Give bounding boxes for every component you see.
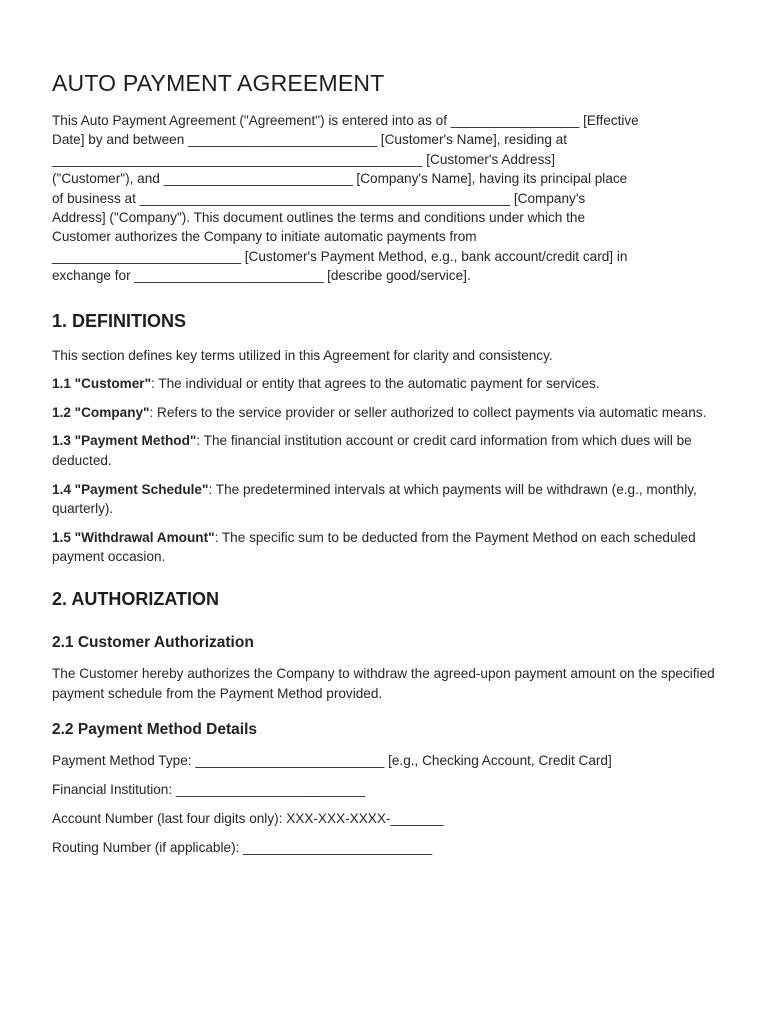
definition-item bbox=[52, 374, 720, 394]
routing-number-field: Routing Number (if applicable): _________________________ bbox=[52, 840, 433, 856]
intro-line: Address] ("Company"). This document outlines the terms and conditions under which the bbox=[52, 210, 586, 226]
definitions-list bbox=[52, 374, 720, 567]
definition-item bbox=[52, 431, 720, 470]
definition-term: 1.2 "Company" bbox=[52, 404, 150, 420]
definition-term: 1.1 "Customer" bbox=[52, 376, 152, 392]
document-title: AUTO PAYMENT AGREEMENT bbox=[52, 70, 385, 96]
payment-method-details-heading: 2.2 Payment Method Details bbox=[52, 721, 258, 739]
intro-line: This Auto Payment Agreement ("Agreement") is entered into as of _________________ [Effective bbox=[52, 113, 639, 128]
authorization-heading: 2. AUTHORIZATION bbox=[52, 589, 219, 609]
definition-item bbox=[52, 528, 720, 567]
definition-item bbox=[52, 480, 720, 519]
customer-authorization-subsection bbox=[52, 634, 720, 703]
definition-term: 1.3 "Payment Method" bbox=[52, 433, 197, 449]
definitions-heading: 1. DEFINITIONS bbox=[52, 310, 187, 331]
definition-text: : The specific sum to be deducted from the Payment Method on each scheduled payment occasion. bbox=[52, 529, 696, 565]
definition-text: : The individual or entity that agrees to the automatic payment for services. bbox=[151, 376, 600, 392]
intro-line: Date] by and between _________________________ [Customer's Name], residing at bbox=[52, 132, 567, 148]
intro-line: exchange for _________________________ [describe good/service]. bbox=[52, 268, 471, 284]
definition-text: : Refers to the service provider or seller authorized to collect payments via automatic means. bbox=[149, 404, 707, 420]
intro-line: ("Customer"), and _________________________ [Company's Name], having its principal place bbox=[52, 171, 628, 187]
definition-item bbox=[52, 403, 720, 423]
definitions-intro: This section defines key terms utilized in this Agreement for clarity and consistency. bbox=[52, 347, 553, 363]
authorization-section bbox=[52, 589, 720, 858]
definition-text: : The predetermined intervals at which payments will be withdrawn (e.g., monthly, quarterly). bbox=[52, 481, 697, 517]
account-number-field: Account Number (last four digits only): XXX-XXX-XXXX-_______ bbox=[52, 811, 444, 827]
intro-line: Customer authorizes the Company to initiate automatic payments from bbox=[52, 229, 477, 245]
customer-authorization-text: The Customer hereby authorizes the Company to withdraw the agreed-upon payment amount on the specified payment schedule from the Payment Method provided. bbox=[52, 666, 715, 701]
definition-text: : The financial institution account or credit card information from which dues will be deducted. bbox=[52, 433, 692, 469]
intro-line: _________________________ [Customer's Payment Method, e.g., bank account/credit card] in bbox=[52, 248, 628, 264]
payment-method-details-subsection bbox=[52, 721, 720, 858]
intro-line: of business at _________________________________________________ [Company's bbox=[52, 190, 586, 206]
financial-institution-field: Financial Institution: _________________________ bbox=[52, 782, 365, 798]
definition-term: 1.4 "Payment Schedule" bbox=[52, 481, 209, 497]
payment-method-type-field: Payment Method Type: _________________________ [e.g., Checking Account, Credit Card] bbox=[52, 753, 612, 769]
definition-term: 1.5 "Withdrawal Amount" bbox=[52, 529, 215, 545]
definitions-section bbox=[52, 311, 720, 567]
intro-line: _________________________________________________ [Customer's Address] bbox=[52, 151, 555, 167]
customer-authorization-heading: 2.1 Customer Authorization bbox=[52, 634, 254, 651]
intro-paragraph bbox=[52, 111, 720, 286]
